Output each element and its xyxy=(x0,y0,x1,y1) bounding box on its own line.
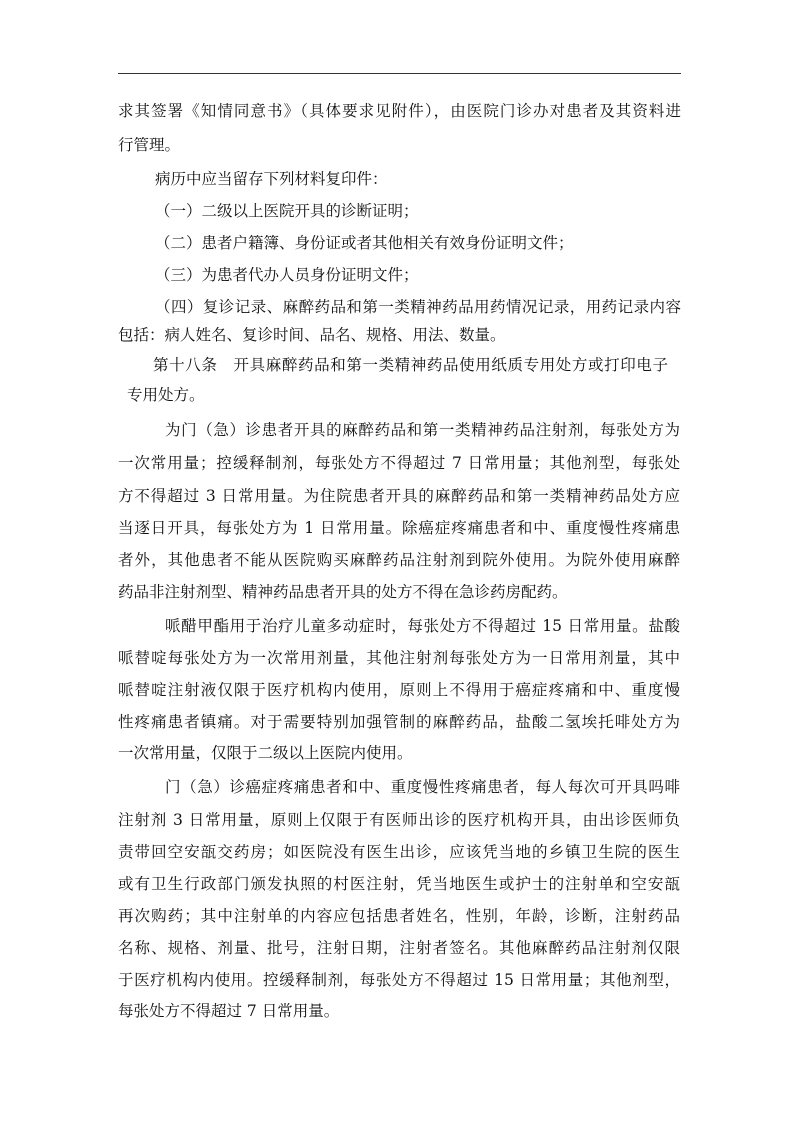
body-text-line: 为门（急）诊患者开具的麻醉药品和第一类精神药品注射剂，每张处方为 xyxy=(165,421,680,439)
list-item: （三）为患者代办人员身份证明文件； xyxy=(155,266,419,284)
body-text-line: 方不得超过 3 日常用量。为住院患者开具的麻醉药品和第一类精神药品处方应 xyxy=(118,487,680,505)
body-text-line: 哌醋甲酯用于治疗儿童多动症时，每张处方不得超过 15 日常用量。盐酸 xyxy=(165,617,680,635)
body-text-line: 病历中应当留存下列材料复印件： xyxy=(155,170,388,188)
list-item: （四）复诊记录、麻醉药品和第一类精神药品用药情况记录，用药记录内容 xyxy=(155,298,681,316)
body-text-line: 求其签署《知情同意书》（具体要求见附件），由医院门诊办对患者及其资料进 xyxy=(118,102,681,120)
header-rule xyxy=(118,73,681,74)
body-text-line: 一次常用量，仅限于二级以上医院内使用。 xyxy=(118,744,413,762)
body-text-line: 性疼痛患者镇痛。对于需要特别加强管制的麻醉药品，盐酸二氢埃托啡处方为 xyxy=(118,713,680,731)
body-text-line: 每张处方不得超过 7 日常用量。 xyxy=(118,1002,340,1020)
body-text-line: 哌替啶注射液仅限于医疗机构内使用，原则上不得用于癌症疼痛和中、重度慢 xyxy=(118,681,680,699)
body-text-line: 哌替啶每张处方为一次常用剂量，其他注射剂每张处方为一日常用剂量，其中 xyxy=(118,649,680,667)
list-item: （一）二级以上医院开具的诊断证明； xyxy=(155,202,419,220)
body-text-line: 一次常用量；控缓释制剂，每张处方不得超过 7 日常用量；其他剂型，每张处 xyxy=(118,454,680,472)
body-text-line: 注射剂 3 日常用量，原则上仅限于有医师出诊的医疗机构开具，由出诊医师负 xyxy=(118,811,680,829)
body-text-line: 药品非注射剂型、精神药品患者开具的处方不得在急诊药房配药。 xyxy=(118,583,568,601)
body-text-line: 行管理。 xyxy=(118,136,181,154)
body-text-line: 或有卫生行政部门颁发执照的村医注射，凭当地医生或护士的注射单和空安瓿 xyxy=(118,875,680,893)
article-heading-line: 专用处方。 xyxy=(127,386,205,404)
body-text-line: 再次购药；其中注射单的内容应包括患者姓名，性别，年龄，诊断，注射药品 xyxy=(118,907,680,925)
body-text-line: 当逐日开具，每张处方为 1 日常用量。除癌症疼痛患者和中、重度慢性疼痛患 xyxy=(118,519,680,537)
body-text-line: 名称、规格、剂量、批号，注射日期，注射者签名。其他麻醉药品注射剂仅限 xyxy=(118,939,680,957)
body-text-line: 责带回空安瓿交药房；如医院没有医生出诊，应该凭当地的乡镇卫生院的医生 xyxy=(118,843,680,861)
body-text-line: 者外，其他患者不能从医院购买麻醉药品注射剂到院外使用。为院外使用麻醉 xyxy=(118,551,680,569)
list-item: 包括：病人姓名、复诊时间、品名、规格、用法、数量。 xyxy=(118,326,506,344)
body-text-line: 于医疗机构内使用。控缓释制剂，每张处方不得超过 15 日常用量；其他剂型， xyxy=(118,971,680,989)
article-heading-line: 第十八条 开具麻醉药品和第一类精神药品使用纸质专用处方或打印电子 xyxy=(153,356,668,374)
body-text-line: 门（急）诊癌症疼痛患者和中、重度慢性疼痛患者，每人每次可开具吗啡 xyxy=(165,778,680,796)
list-item: （二）患者户籍簿、身份证或者其他相关有效身份证明文件； xyxy=(155,234,574,252)
